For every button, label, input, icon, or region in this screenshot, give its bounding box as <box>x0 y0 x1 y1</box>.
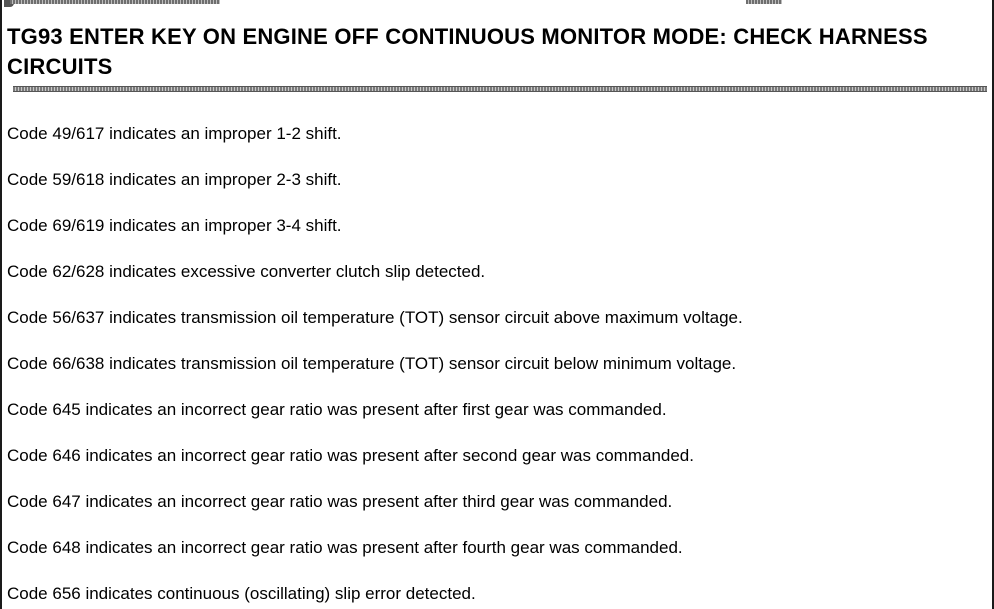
code-item: Code 62/628 indicates excessive converter clutch slip detected. <box>7 262 486 281</box>
code-item: Code 648 indicates an incorrect gear ratio was present after fourth gear was commanded. <box>7 538 683 557</box>
left-frame-border <box>0 0 2 609</box>
code-item: Code 646 indicates an incorrect gear ratio was present after second gear was commanded. <box>7 446 694 465</box>
title-divider <box>13 86 987 92</box>
remnant-rule-left <box>10 0 220 4</box>
code-item: Code 645 indicates an incorrect gear ratio was present after first gear was commanded. <box>7 400 667 419</box>
code-item: Code 69/619 indicates an improper 3-4 shift. <box>7 216 342 235</box>
code-item: Code 59/618 indicates an improper 2-3 shift. <box>7 170 342 189</box>
code-item: Code 656 indicates continuous (oscillating) slip error detected. <box>7 584 476 603</box>
code-item: Code 66/638 indicates transmission oil temperature (TOT) sensor circuit below minimum voltage. <box>7 354 737 373</box>
page-title: TG93 ENTER KEY ON ENGINE OFF CONTINUOUS MONITOR MODE: CHECK HARNESS CIRCUITS <box>7 24 928 79</box>
code-item: Code 647 indicates an incorrect gear ratio was present after third gear was commanded. <box>7 492 673 511</box>
code-item: Code 56/637 indicates transmission oil temperature (TOT) sensor circuit above maximum voltage. <box>7 308 743 327</box>
code-item: Code 49/617 indicates an improper 1-2 shift. <box>7 124 342 143</box>
remnant-rule-right <box>746 0 782 4</box>
code-list <box>7 122 743 609</box>
top-scrolled-remnant <box>0 0 994 8</box>
